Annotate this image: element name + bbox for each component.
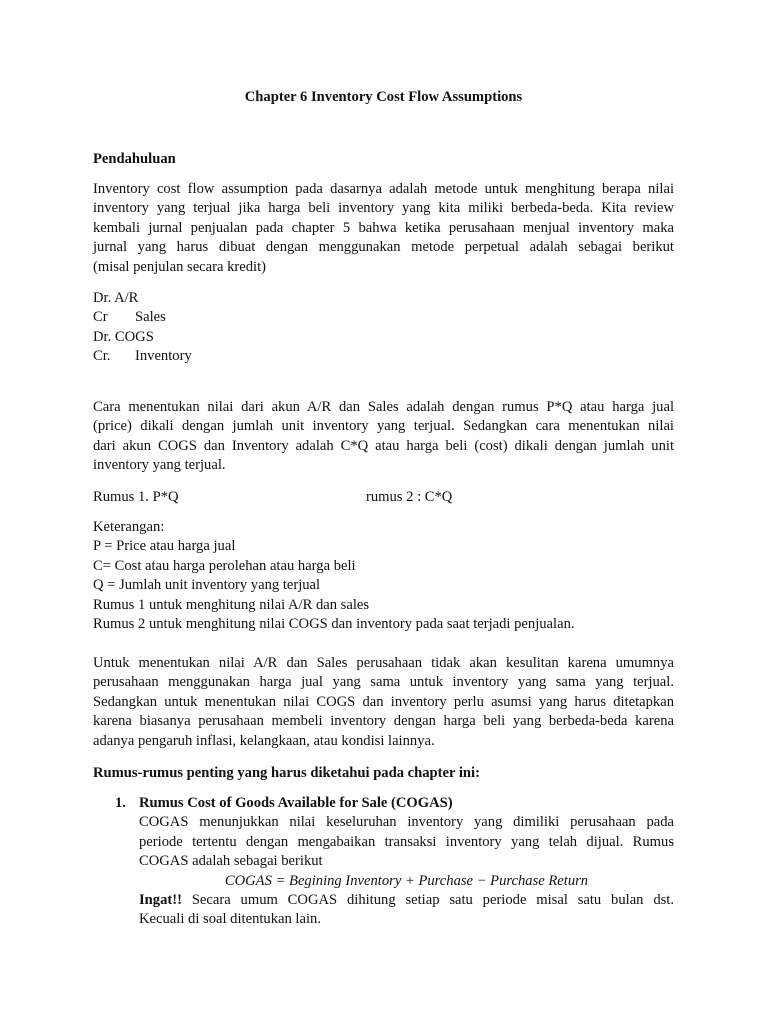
- journal-row: [93, 328, 674, 347]
- journal-row: [93, 347, 674, 366]
- ingat-label: Ingat!!: [139, 892, 182, 909]
- journal-account: Sales: [135, 309, 166, 326]
- list-item-line: periode tertentu dengan mengabaikan transaksi inventory yang telah dijual. Rumus: [139, 833, 674, 850]
- journal-label: Cr: [93, 309, 108, 326]
- journal-row: [93, 308, 674, 327]
- section-heading-pendahuluan: Pendahuluan: [93, 151, 176, 167]
- cogs-paragraph: [93, 654, 674, 751]
- keterangan-line: Rumus 1 untuk menghitung nilai A/R dan sales: [93, 596, 370, 613]
- keterangan-line: Keterangan:: [93, 519, 165, 535]
- cogs-line: Untuk menentukan nilai A/R dan Sales perusahaan tidak akan kesulitan karena umumnya: [93, 655, 674, 671]
- pricing-paragraph: [93, 398, 674, 476]
- journal-row: [93, 289, 674, 308]
- intro-line: inventory yang terjual jika harga beli inventory yang kita miliki berbeda-beda. Kita review: [93, 200, 674, 217]
- ingat-line: Kecuali di soal ditentukan lain.: [139, 911, 321, 928]
- list-number: 1.: [115, 795, 126, 811]
- document-title: Chapter 6 Inventory Cost Flow Assumptions: [244, 89, 523, 105]
- keterangan-line: Q = Jumlah unit inventory yang terjual: [93, 577, 321, 594]
- pricing-line: (price) dikali dengan jumlah unit inventory yang terjual. Sedangkan cara menentukan nilai: [93, 418, 674, 435]
- list-item-heading: Rumus Cost of Goods Available for Sale (COGAS): [139, 795, 453, 811]
- intro-line: jurnal yang harus dibuat dengan menggunakan metode perpetual adalah sebagai berikut: [93, 239, 674, 256]
- keterangan-line: C= Cost atau harga perolehan atau harga beli: [93, 557, 356, 574]
- intro-paragraph: [93, 180, 674, 277]
- journal-label: Dr. COGS: [93, 328, 154, 345]
- pricing-line: inventory yang terjual.: [93, 457, 226, 474]
- journal-label: Dr. A/R: [93, 290, 139, 306]
- pricing-line: dari akun COGS dan Inventory adalah C*Q atau harga beli (cost) dikali dengan jumlah unit: [93, 437, 674, 454]
- section-heading-rumus: Rumus-rumus penting yang harus diketahui pada chapter ini:: [93, 765, 480, 781]
- ingat-line: [139, 891, 674, 910]
- keterangan-line: P = Price atau harga jual: [93, 538, 236, 555]
- keterangan-block: [93, 518, 674, 634]
- numbered-list: [93, 794, 674, 934]
- intro-line: Inventory cost flow assumption pada dasarnya adalah metode untuk menghitung berapa nilai: [93, 181, 674, 197]
- rumus-1: Rumus 1. P*Q: [93, 489, 179, 505]
- list-item-line: COGAS menunjukkan nilai keseluruhan inventory yang dimiliki perusahaan pada: [139, 814, 674, 831]
- intro-line: (misal penjulan secara kredit): [93, 258, 267, 275]
- cogs-line: perusahaan menggunakan harga jual yang sama untuk inventory yang sama yang terjual.: [93, 674, 674, 691]
- ingat-text: Secara umum COGAS dihitung setiap satu periode misal satu bulan dst.: [181, 892, 674, 909]
- cogs-line: adanya pengaruh inflasi, kelangkaan, atau kondisi lainnya.: [93, 732, 435, 749]
- cogs-line: Sedangkan untuk menentukan nilai COGS dan inventory perlu asumsi yang harus ditetapkan: [93, 693, 674, 710]
- cogas-formula: COGAS = Begining Inventory + Purchase − Purchase Return: [224, 872, 589, 889]
- intro-line: kembali jurnal penjualan pada chapter 5 bahwa ketika perusahaan menjual inventory maka: [93, 219, 674, 236]
- rumus-row: [93, 488, 674, 507]
- rumus-2: rumus 2 : C*Q: [366, 489, 453, 505]
- journal-account: Inventory: [135, 348, 192, 365]
- keterangan-line: Rumus 2 untuk menghitung nilai COGS dan inventory pada saat terjadi penjualan.: [93, 616, 575, 633]
- list-item-line: COGAS adalah sebagai berikut: [139, 853, 323, 870]
- pricing-line: Cara menentukan nilai dari akun A/R dan Sales adalah dengan rumus P*Q atau harga jual: [93, 399, 674, 415]
- cogs-line: karena biasanya perusahaan membeli inventory dengan harga beli yang berbeda-beda karena: [93, 713, 674, 730]
- list-item: [139, 794, 674, 930]
- journal-label: Cr.: [93, 348, 111, 365]
- journal-entries: [93, 289, 674, 367]
